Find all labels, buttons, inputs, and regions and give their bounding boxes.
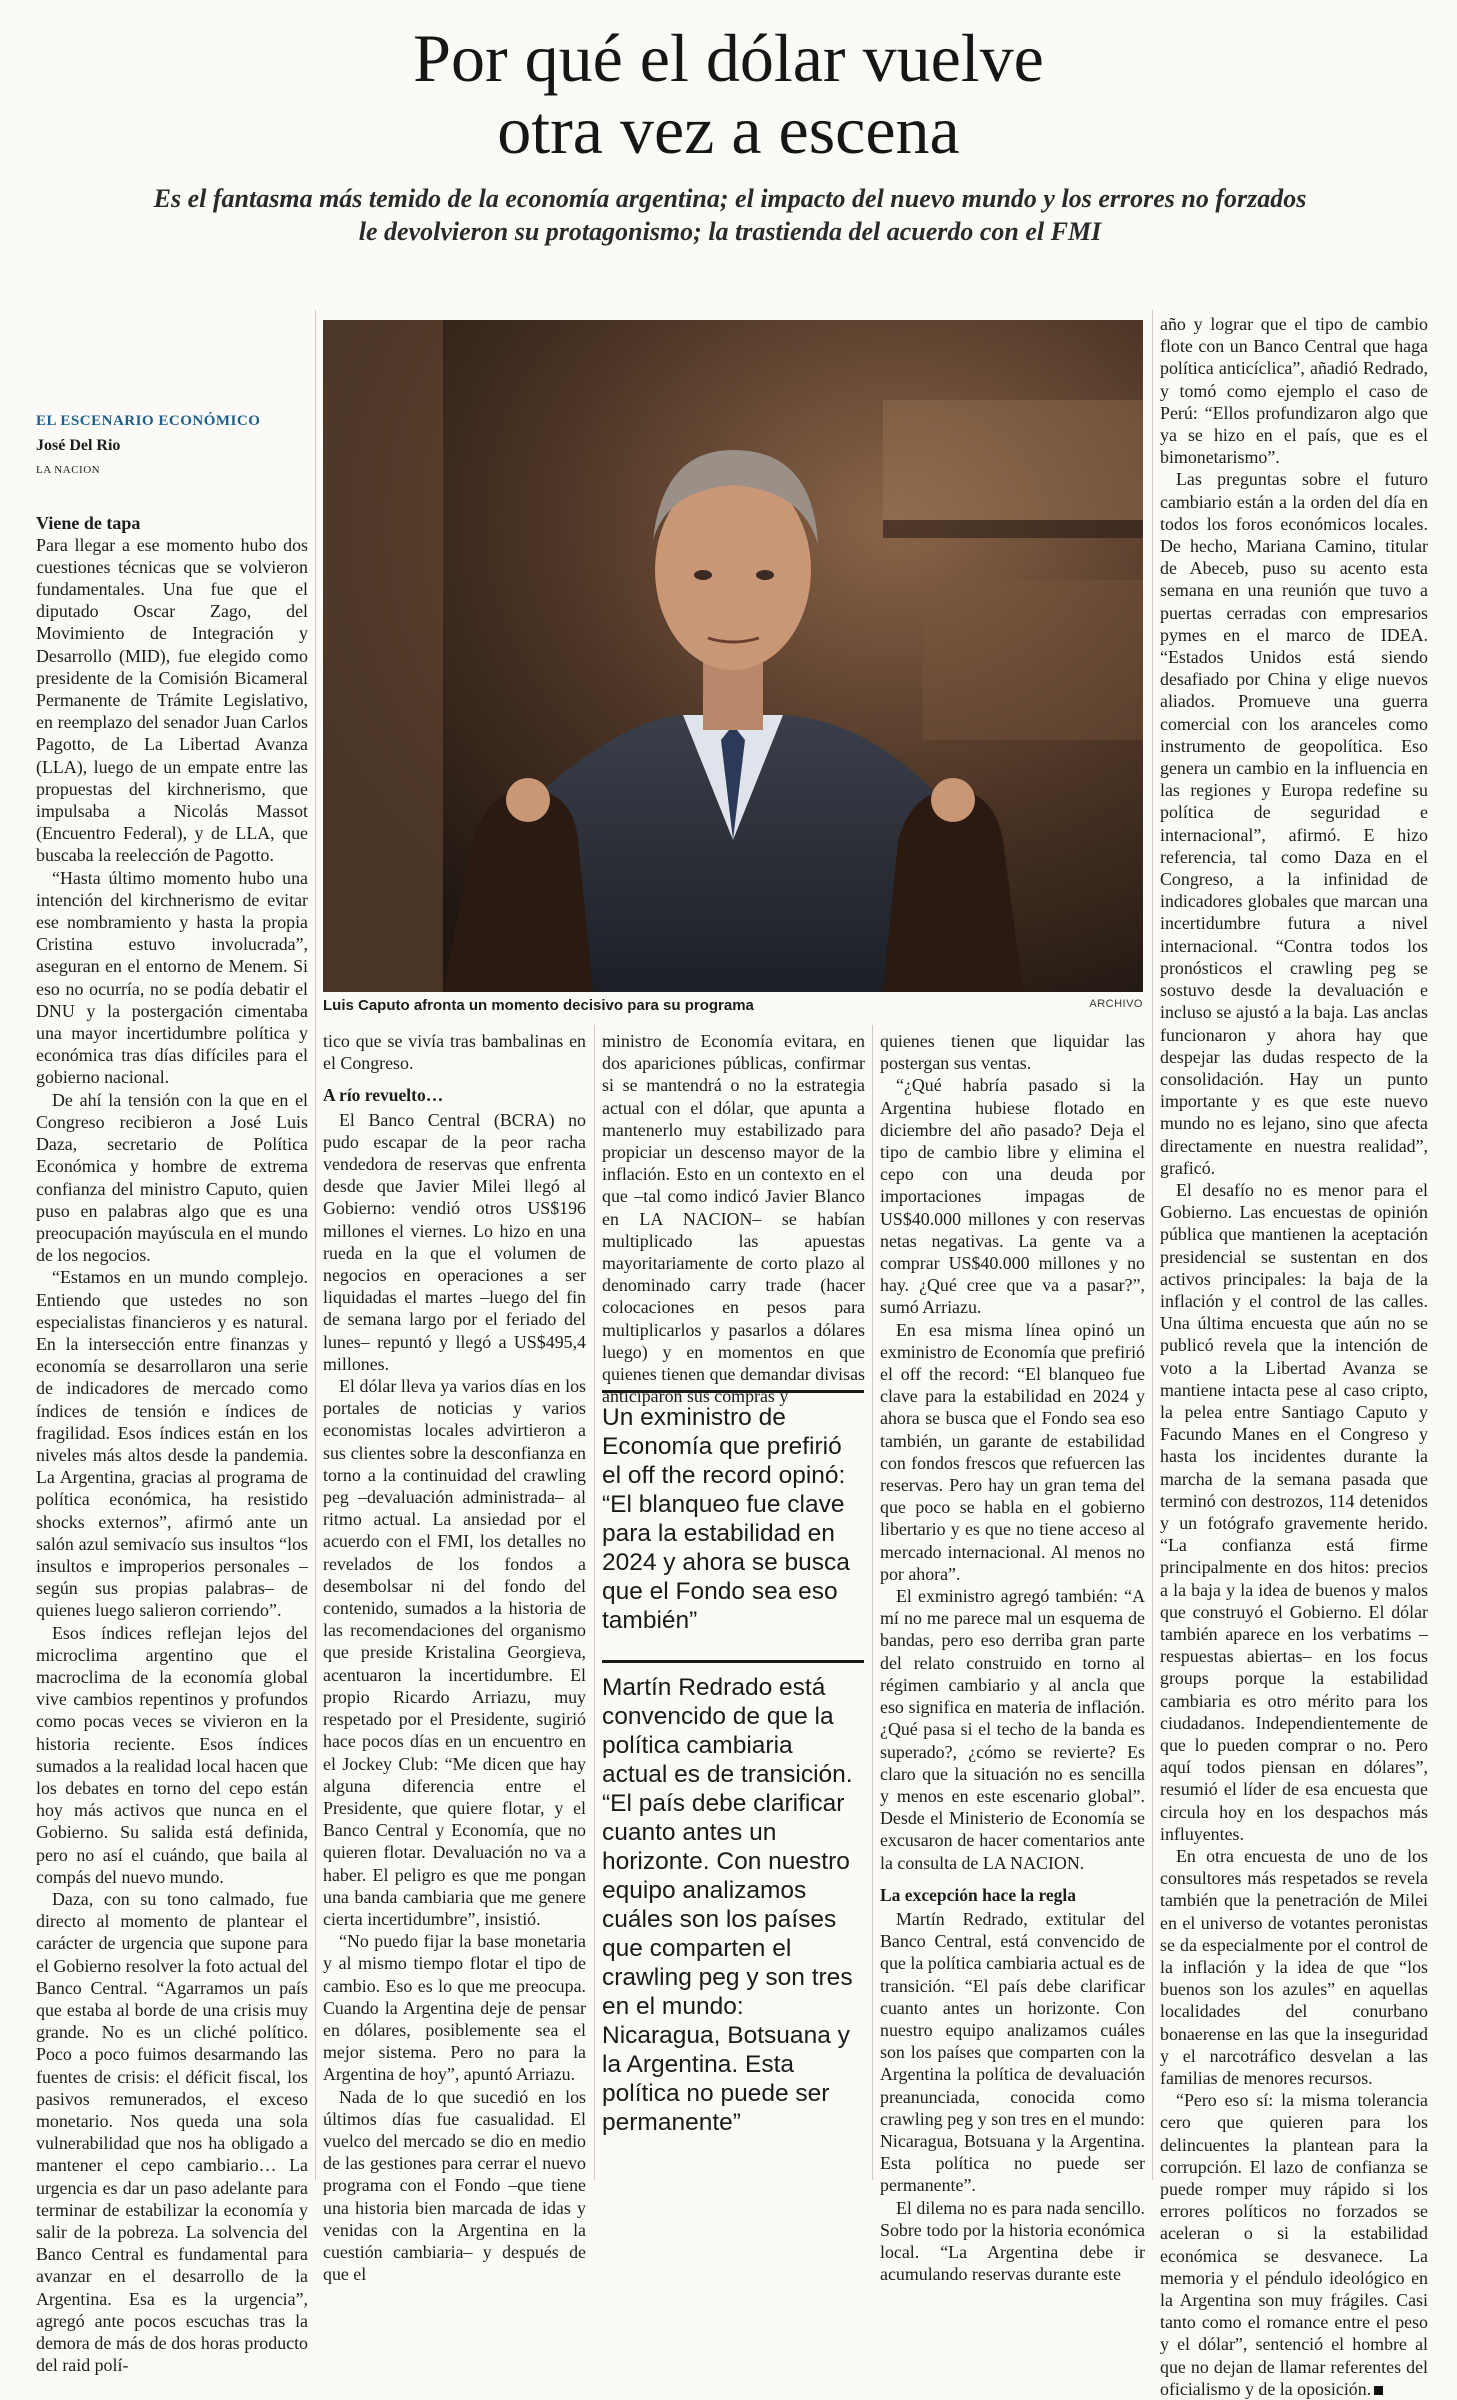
- lead-label: Viene de tapa: [36, 512, 141, 533]
- end-mark-icon: [1374, 2386, 1383, 2395]
- photo-luis-caputo: [323, 320, 1143, 992]
- paragraph: tico que se vivía tras bambalinas en el Congreso.: [323, 1031, 586, 1074]
- paragraph: Daza, con su tono calmado, fue directo al momento de plantear el carácter de urgencia que supone para el Gobierno resolver la foto actual del Banco Central. “Agarramos un país que estaba al borde de una crisis muy grande. No es un cliché político. Poco a poco fuimos desarmando las fuentes de crisis: el déficit fiscal, los pasivos remunerados, el exceso monetario. Nos queda una sola vulnerabilidad que nos ha obligado a mantener el cepo cambiario… La urgencia es dar un paso adelante para terminar de estabilizar la economía y salir de la pobreza. La solvencia del Banco Central es fundamental para avanzar en el desarrollo de la Argentina. Esa es la urgencia”, agregó ante pocos escuchas tras la demora de más de dos horas producto del raid polí-: [36, 1889, 308, 2376]
- column-2: [323, 1030, 586, 2285]
- pull-quote-2: Martín Redrado está convencido de que la política cambiaria actual es de transición. “El país debe clarificar cuanto antes un horizonte. Con nuestro equipo analizamos cuáles son los países que comparten el crawling peg y son tres en el mundo: Nicaragua, Botsuana y la Argentina. Esta política no puede ser permanente”: [602, 1660, 864, 2137]
- headline-line-1: Por qué el dólar vuelve: [413, 20, 1044, 96]
- paragraph: Las preguntas sobre el futuro cambiario están a la orden del día en todos los foros económicos locales. De hecho, Mariana Camino, titular de Abeceb, puso su acento esta semana en una reunión que tuvo a puertas cerradas con empresarios pymes en el marco de IDEA. “Estados Unidos está siendo desafiado por China y elige nuevos aliados. Promueve una guerra comercial con los aranceles como instrumento de geopolítica. Eso genera un cambio en la influencia en las regiones y Europa redefine su política de seguridad e internacional”, afirmó. E hizo referencia, tal como Daza en el Congreso, a la infinidad de indicadores globales que marcan una incertidumbre futura a nivel internacional. “Contra todos los pronósticos el crawling peg se sostuvo desde la devaluación e incluso se ajustó a la baja. Las anclas funcionaron y ahora hay que despejar las dudas respecto de la consolidación. Hay un punto importante y es que este nuevo mundo no es lejano, sino que afecta directamente en nuestra realidad”, graficó.: [1160, 469, 1428, 1178]
- paragraph: “No puedo fijar la base monetaria y al mismo tiempo flotar el tipo de cambio. Eso es lo que me preocupa. Cuando la Argentina deje de pensar en dólares, posiblemente sea el mejor sistema. Pero no para la Argentina de hoy”, apuntó Arriazu.: [323, 1931, 586, 2085]
- photo-credit: ARCHIVO: [1089, 998, 1143, 1010]
- deck: Es el fantasma más temido de la economía argentina; el impacto del nuevo mundo y los errores no forzados le devolvieron su protagonismo; la trastienda del acuerdo con el FMI: [153, 184, 1307, 246]
- paragraph-final-text: “Pero eso sí: la misma tolerancia cero que quieren para los delincuentes la plantean para la corrupción. El lazo de confianza se puede romper muy rápido si los errores políticos no forzados se aceleran o si la estabilidad económica se desvanece. La memoria y el péndulo ideológico en la Argentina son muy frágiles. Casi tanto como el romance entre el peso y el dólar”, sentenció el hombre al que no dejan de llamar referentes del oficialismo y de la oposición.: [1160, 2090, 1428, 2399]
- paragraph: año y lograr que el tipo de cambio flote con un Banco Central que haga política anticíclica”, añadió Redrado, y tomó como ejemplo el caso de Perú: “Ellos profundizaron algo que ya se hizo en el país, que es el bimonetarismo”.: [1160, 314, 1428, 468]
- pull-quote-1: Un exministro de Economía que prefirió el off the record opinó: “El blanqueo fue clave para la estabilidad en 2024 y ahora se busca que el Fondo sea eso también”: [602, 1390, 864, 1635]
- paragraph: El Banco Central (BCRA) no pudo escapar de la peor racha vendedora de reservas que enfrenta desde que Javier Milei llegó al Gobierno: vendió otros US$196 millones el viernes. Lo hizo en una rueda en la que el volumen de negocios en operaciones a ser liquidadas el martes –luego del fin de semana largo por el feriado del lunes– repuntó y llegó a US$495,4 millones.: [323, 1109, 586, 1374]
- column-rule: [1152, 310, 1153, 2180]
- paragraph: El exministro agregó también: “A mí no me parece mal un esquema de bandas, pero eso derriba gran parte del relato construido en torno al régimen cambiario y al ancla que eso significa en materia de inflación. ¿Qué pasa si el techo de la banda es superado?, ¿cómo se revierte? Es claro que la situación no es sencilla y menos en este escenario global”. Desde el Ministerio de Economía se excusaron de hacer comentarios ante la consulta de LA NACION.: [880, 1586, 1145, 1873]
- paragraph: quienes tienen que liquidar las postergan sus ventas.: [880, 1031, 1145, 1074]
- photo-caption-text: Luis Caputo afronta un momento decisivo para su programa: [323, 997, 754, 1014]
- paragraph: En esa misma línea opinó un exministro de Economía que prefirió el off the record: “El blanqueo fue clave para la estabilidad en 2024 y ahora se busca que el Fondo sea eso también, un garante de estabilidad con fondos frescos que refuercen las reservas. Pero hay un gran tema del que poco se habla en el gobierno libertario y es que no tiene acceso al mercado internacional. Al menos no por ahora”.: [880, 1319, 1145, 1584]
- photo-illustration: [323, 320, 1143, 992]
- paragraph: El dólar lleva ya varios días en los portales de noticias y varios economistas locales advirtieron a sus clientes sobre la desconfianza en torno a la continuidad del crawling peg –devaluación administrada– al ritmo actual. La ansiedad por el acuerdo con el FMI, los detalles no revelados de los fondos a desembolsar ni del fondo del contenido, sumados a la historia de las recomendaciones del organismo que preside Kristalina Georgieva, acentuaron la incertidumbre. El propio Ricardo Arriazu, muy respetado por el Presidente, sugirió hace pocos días en un encuentro en el Jockey Club: “Me dicen que hay alguna diferencia entre el Presidente, que quiere flotar, y el Banco Central y Economía, que no quieren flotar. Devaluación no va a haber. El peligro es que me pongan una banda cambiaria que me genere cierta incertidumbre”, insistió.: [323, 1376, 586, 1929]
- section-kicker: EL ESCENARIO ECONÓMICO: [36, 413, 261, 429]
- byline-outlet: LA NACION: [36, 464, 101, 477]
- photo-caption: [323, 997, 1143, 1014]
- subhead-la-excepcion: La excepción hace la regla: [880, 1884, 1077, 1905]
- paragraph: En otra encuesta de uno de los consultores más respetados se revela también que la penetración de Milei en el universo de votantes peronistas se da especialmente por el control de la inflación y la idea de que “los buenos son los azules” en aquellas localidades del conurbano bonaerense en las que la inseguridad y el narcotráfico desvelan a las familias de menores recursos.: [1160, 1846, 1428, 2089]
- column-rule: [872, 1025, 873, 2180]
- paragraph: ministro de Economía evitara, en dos apariciones públicas, confirmar si se mantendrá o no la estrategia actual con el dólar, que apunta a mantenerlo muy estabilizado para propiciar un descenso mayor de la inflación. Esto en un contexto en el que –tal como indicó Javier Blanco en LA NACION– se habían multiplicado las apuestas mayoritariamente de corto plazo al denominado carry trade (hacer colocaciones en pesos para multiplicarlos y pasarlos a dólares luego) y en momentos en que quienes tienen que demandar divisas anticiparon sus compras y: [602, 1031, 865, 1407]
- paragraph: “Hasta último momento hubo una intención del kirchnerismo de evitar ese nombramiento y hasta la propia Cristina estuvo involucrada”, aseguran en el entorno de Menem. Si eso no ocurría, no se podía debatir el DNU y la postergación cimentaba una mayor incertidumbre política y económica tras días difíciles para el gobierno nacional.: [36, 867, 308, 1088]
- column-5: [1160, 313, 1428, 2399]
- paragraph: “¿Qué habría pasado si la Argentina hubiese flotado en diciembre del año pasado? Deja el tipo de cambio libre y elimina el cepo con una deuda por importaciones impagas de US$40.000 millones y con reservas netas negativas. La gente va a comprar US$40.000 millones y no hay. ¿Qué cree que va a pasar?”, sumó Arriazu.: [880, 1075, 1145, 1318]
- headline-line-2: otra vez a escena: [497, 92, 960, 168]
- paragraph: Para llegar a ese momento hubo dos cuestiones técnicas que se volvieron fundamentales. Una fue que el diputado Oscar Zago, del Movimiento de Integración y Desarrollo (MID), fue elegido como presidente de la Comisión Bicameral Permanente de Trámite Legislativo, en reemplazo del senador Juan Carlos Pagotto, de La Libertad Avanza (LLA), luego de un empate entre las propuestas del kirchnerismo, que impulsaba a Nicolás Massot (Encuentro Federal), y de LLA, que buscaba la reelección de Pagotto.: [36, 534, 308, 866]
- paragraph: Martín Redrado, extitular del Banco Central, está convencido de que la política cambiaria actual es de transición. “El país debe clarificar cuanto antes un horizonte. Con nuestro equipo analizamos cuáles son los países que comparten con la Argentina la política de devaluación preanunciada, conocida como crawling peg y son tres en el mundo: Nicaragua, Botsuana y la Argentina. Esta política no puede ser permanente”.: [880, 1908, 1145, 2196]
- paragraph: El desafío no es menor para el Gobierno. Las encuestas de opinión pública que mantienen la aceptación presidencial se sustentan en dos activos principales: la baja de la inflación y el control de las calles. Una última encuesta que aún no se publicó revela que la intención de voto a la Libertad Avanza se mantiene intacta pese al caso cripto, la pelea entre Santiago Caputo y Facundo Manes en el Congreso y hasta los incidentes durante la marcha de la semana pasada que terminó con destrozos, 114 detenidos y un fotógrafo gravemente herido. “La confianza está firme principalmente en dos hitos: precios a la baja y la idea de buenos y malos que construyó el Gobierno. El dólar también aparece en los verbatims –respuestas abiertas– en los focus groups porque la estabilidad cambiaria es otro mérito para los ciudadanos. Independientemente de que lo pueden comprar o no. Pero aquí todos piensan en dólares”, resumió el líder de esa encuesta que circula hoy en los despachos más influyentes.: [1160, 1179, 1428, 1844]
- column-4: [880, 1030, 1145, 2285]
- paragraph: Esos índices reflejan lejos del microclima argentino que el macroclima de la economía global vive cambios repentinos y profundos como pocas veces se vivieron en la historia reciente. Esos índices sumados a la realidad local hacen que los debates en torno del cepo están hoy más activos que nunca en el Gobierno. Su salida está definida, pero no así el cuándo, que baila al compás del nuevo mundo.: [36, 1622, 308, 1887]
- byline-author: José Del Rio: [36, 437, 121, 455]
- paragraph: Nada de lo que sucedió en los últimos días fue casualidad. El vuelco del mercado se dio en medio de las gestiones para cerrar el nuevo programa con el Fondo –que tiene una historia bien marcada de idas y venidas con la Argentina en la cuestión cambiaria– y después de que el: [323, 2086, 586, 2285]
- column-1: [36, 410, 308, 2376]
- column-rule: [594, 1025, 595, 2180]
- column-rule: [315, 310, 316, 2180]
- paragraph: El dilema no es para nada sencillo. Sobre todo por la historia económica local. “La Argentina debe ir acumulando reservas durante este: [880, 2197, 1145, 2285]
- paragraph: “Estamos en un mundo complejo. Entiendo que ustedes no son especialistas financieros y es natural. En la intersección entre finanzas y economía se desarrollaron una serie de indicadores de mercado como índices de tensión e índices de fragilidad. Esos índices están en los niveles más altos desde la pandemia. La Argentina, gracias al programa de política económica, ha resistido shocks externos”, afirmó ante un salón azul semivacío sus insultos “los insultos e improperios personales –según sus propias palabras– de quienes luego salieron corriendo”.: [36, 1267, 308, 1621]
- headline: [0, 22, 1457, 166]
- column-3: [602, 1030, 865, 1407]
- subhead-a-rio-revuelto: A río revuelto…: [323, 1085, 444, 1106]
- paragraph-final: [1160, 2089, 1428, 2400]
- paragraph: De ahí la tensión con la que en el Congreso recibieron a José Luis Daza, secretario de Política Económica y hombre de extrema confianza del ministro Caputo, quien puso en palabras algo que es una preocupación mayúscula en el mundo de los negocios.: [36, 1089, 308, 1266]
